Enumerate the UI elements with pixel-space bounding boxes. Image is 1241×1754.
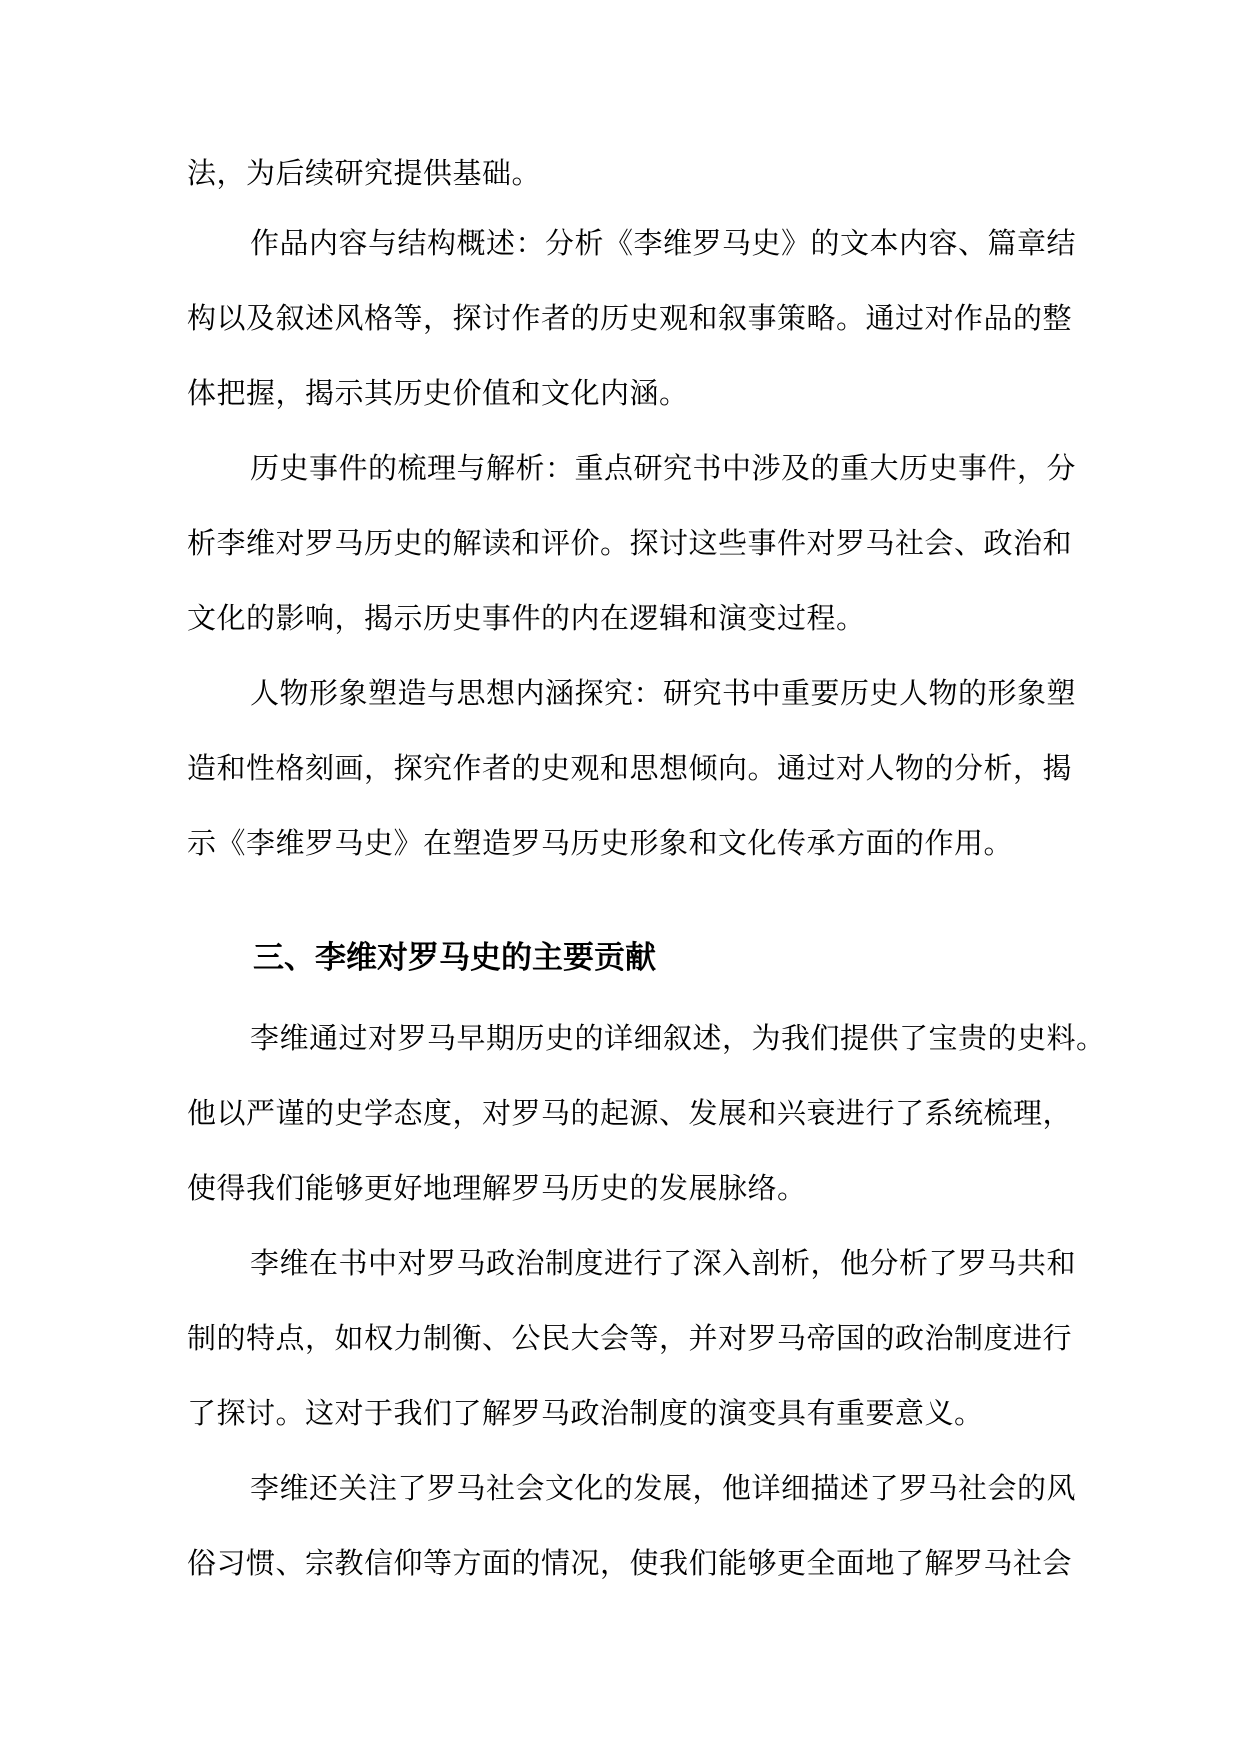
paragraph-6-line-2: 制的特点，如权力制衡、公民大会等，并对罗马帝国的政治制度进行 (187, 1321, 1073, 1355)
paragraph-7-line-2: 俗习惯、宗教信仰等方面的情况，使我们能够更全面地了解罗马社会 (187, 1546, 1073, 1580)
paragraph-6-line-3: 了探讨。这对于我们了解罗马政治制度的演变具有重要意义。 (187, 1396, 984, 1430)
paragraph-2-line-1: 作品内容与结构概述：分析《李维罗马史》的文本内容、篇章结 (250, 226, 1077, 260)
paragraph-3-line-1: 历史事件的梳理与解析：重点研究书中涉及的重大历史事件，分 (250, 451, 1077, 485)
paragraph-2-line-2: 构以及叙述风格等，探讨作者的历史观和叙事策略。通过对作品的整 (187, 301, 1073, 335)
paragraph-4-line-1: 人物形象塑造与思想内涵探究：研究书中重要历史人物的形象塑 (250, 676, 1077, 710)
paragraph-5-line-2: 他以严谨的史学态度，对罗马的起源、发展和兴衰进行了系统梳理， (187, 1096, 1073, 1130)
paragraph-5-line-1: 李维通过对罗马早期历史的详细叙述，为我们提供了宝贵的史料。 (250, 1021, 1106, 1055)
paragraph-7-line-1: 李维还关注了罗马社会文化的发展，他详细描述了罗马社会的风 (250, 1471, 1077, 1505)
paragraph-3-line-2: 析李维对罗马历史的解读和评价。探讨这些事件对罗马社会、政治和 (187, 526, 1073, 560)
paragraph-3-line-3: 文化的影响，揭示历史事件的内在逻辑和演变过程。 (187, 601, 866, 635)
paragraph-5-line-3: 使得我们能够更好地理解罗马历史的发展脉络。 (187, 1171, 807, 1205)
paragraph-4-line-3: 示《李维罗马史》在塑造罗马历史形象和文化传承方面的作用。 (187, 826, 1014, 860)
paragraph-6-line-1: 李维在书中对罗马政治制度进行了深入剖析，他分析了罗马共和 (250, 1246, 1077, 1280)
section-heading: 三、李维对罗马史的主要贡献 (253, 940, 656, 976)
paragraph-4-line-2: 造和性格刻画，探究作者的史观和思想倾向。通过对人物的分析，揭 (187, 751, 1073, 785)
paragraph-1-line-1: 法，为后续研究提供基础。 (187, 156, 542, 190)
paragraph-2-line-3: 体把握，揭示其历史价值和文化内涵。 (187, 376, 689, 410)
